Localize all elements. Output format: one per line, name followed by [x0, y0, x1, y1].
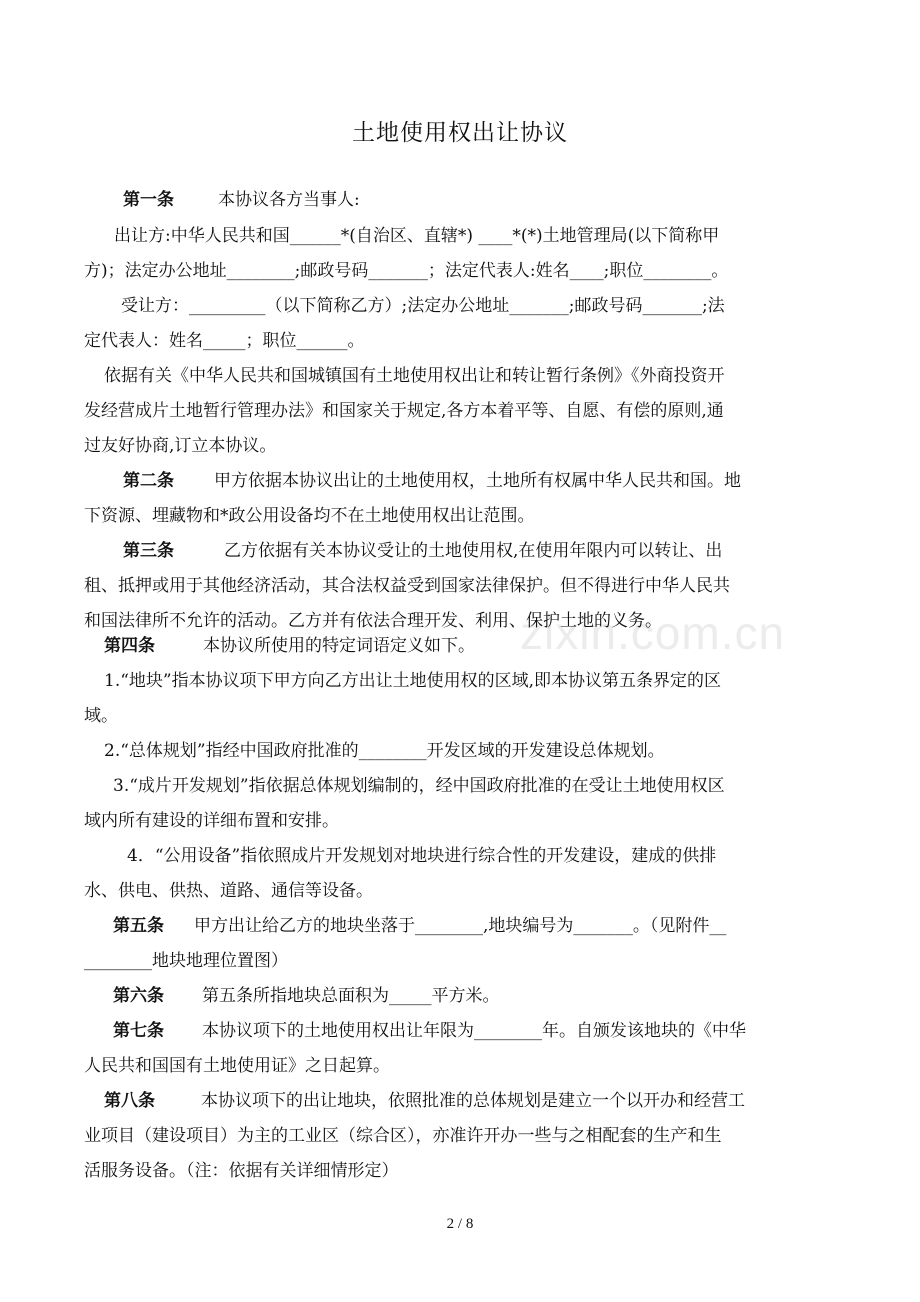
article-line: [123, 469, 741, 493]
text-line: [84, 434, 276, 458]
text-line: [84, 399, 724, 423]
line-text: 甲方依据本协议出让的土地使用权，土地所有权属中华人民共和国。地: [214, 471, 741, 491]
text-line: [84, 949, 288, 973]
text-line: [84, 1054, 390, 1078]
article-heading: 第八条: [104, 1091, 155, 1111]
line-text: 本协议各方当事人:: [218, 190, 360, 210]
line-text: 依据有关《中华人民共和国城镇国有土地使用权出让和转让暂行条例》《外商投资开: [104, 366, 725, 386]
line-text: 4．“公用设备”指依照成片开发规划对地块进行综合性的开发建设，建成的供排: [127, 846, 717, 866]
line-text: 本协议项下的土地使用权出让年限为________年。自颁发该地块的《中华: [202, 1021, 746, 1041]
watermark: zixin.com.cn: [520, 607, 786, 659]
line-text: 3.“成片开发规划”指依据总体规划编制的，经中国政府批准的在受让土地使用权区: [113, 776, 725, 796]
text-line: [104, 739, 665, 763]
line-text: 1.“地块”指本协议项下甲方向乙方出让土地使用权的区域,即本协议第五条界定的区: [104, 671, 722, 691]
article-line: [123, 539, 722, 563]
article-line: [104, 1089, 745, 1113]
article-heading: 第七条: [113, 1021, 164, 1041]
line-text: 人民共和国国有土地使用证》之日起算。: [84, 1056, 390, 1076]
text-line: [114, 224, 719, 248]
text-line: [84, 609, 662, 633]
line-text: 方)；法定办公地址________;邮政号码_______；法定代表人:姓名____;职位________。: [84, 261, 729, 281]
line-text: ________地块地理位置图）: [84, 951, 288, 971]
article-heading: 第二条: [123, 471, 174, 491]
text-line: [113, 774, 725, 798]
text-line: [84, 504, 535, 528]
line-text: 水、供电、供热、道路、通信等设备。: [84, 881, 373, 901]
line-text: 和国法律所不允许的活动。乙方并有依法合理开发、利用、保护土地的义务。: [84, 611, 662, 631]
document-title: 土地使用权出让协议: [352, 120, 568, 146]
text-line: [127, 844, 716, 868]
line-text: 本协议项下的出让地块，依照批准的总体规划是建立一个以开办和经营工: [201, 1091, 745, 1111]
text-line: [121, 294, 725, 318]
line-text: 甲方出让给乙方的地块坐落于________,地块编号为_______。（见附件__: [194, 916, 727, 936]
text-line: [84, 809, 339, 833]
line-text: 乙方依据有关本协议受让的土地使用权,在使用年限内可以转让、出: [224, 541, 723, 561]
text-line: [84, 1159, 399, 1183]
text-line: [84, 259, 728, 283]
line-text: 发经营成片土地暂行管理办法》和国家关于规定,各方本着平等、自愿、有偿的原则,通: [84, 401, 724, 421]
article-line: [123, 188, 360, 212]
article-line: [104, 634, 475, 658]
line-text: 业项目（建设项目）为主的工业区（综合区），亦准许开办一些与之相配套的生产和生: [84, 1126, 722, 1146]
line-text: 第五条所指地块总面积为_____平方米。: [202, 986, 500, 1006]
line-text: 过友好协商,订立本协议。: [84, 436, 277, 456]
text-line: [84, 704, 118, 728]
page-number: 2 / 8: [446, 1216, 474, 1232]
text-line: [84, 1124, 722, 1148]
text-line: [84, 329, 365, 353]
article-line: [113, 984, 500, 1008]
article-heading: 第六条: [113, 986, 164, 1006]
line-text: 出让方:中华人民共和国______*(自治区、直辖*) ____*(*)土地管理局(以下简称甲: [114, 226, 720, 246]
text-line: [104, 364, 725, 388]
article-line: [113, 1019, 746, 1043]
article-heading: 第三条: [123, 541, 174, 561]
line-text: 定代表人：姓名_____；职位______。: [84, 331, 365, 351]
text-line: [84, 879, 373, 903]
article-heading: 第一条: [123, 190, 174, 210]
article-heading: 第四条: [104, 636, 155, 656]
line-text: 本协议所使用的特定词语定义如下。: [203, 636, 475, 656]
article-line: [113, 914, 726, 938]
text-line: [104, 669, 721, 693]
text-line: [84, 574, 730, 598]
line-text: 域内所有建设的详细布置和安排。: [84, 811, 339, 831]
line-text: 下资源、埋藏物和*政公用设备均不在土地使用权出让范围。: [84, 506, 535, 526]
line-text: 受让方：_________（以下简称乙方）;法定办公地址_______;邮政号码_______;法: [121, 296, 725, 316]
line-text: 租、抵押或用于其他经济活动，其合法权益受到国家法律保护。但不得进行中华人民共: [84, 576, 730, 596]
line-text: 活服务设备。（注：依据有关详细情形定）: [84, 1161, 399, 1181]
article-heading: 第五条: [113, 916, 164, 936]
line-text: 域。: [84, 706, 118, 726]
line-text: 2.“总体规划”指经中国政府批准的________开发区域的开发建设总体规划。: [104, 741, 665, 761]
